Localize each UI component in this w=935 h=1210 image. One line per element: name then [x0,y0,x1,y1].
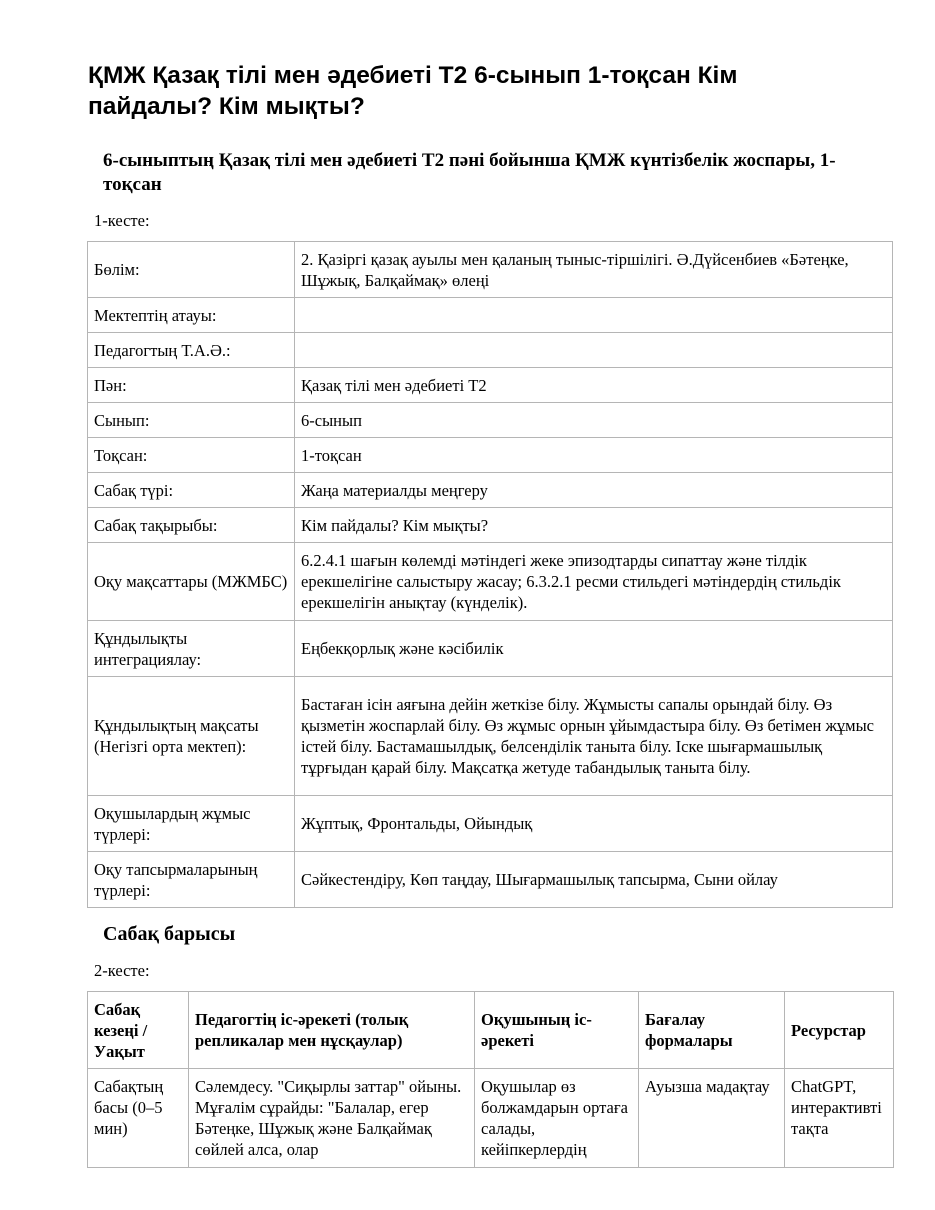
section-heading: Сабақ барысы [103,923,236,945]
stage-cell [88,1069,189,1168]
info-value: Еңбекқорлық және кәсібилік [295,621,893,677]
assessment-text: Ауызша мадақтау [645,1077,770,1096]
info-value [295,333,893,368]
document-subtitle: 6-сыныптың Қазақ тілі мен әдебиеті Т2 пәні бойынша ҚМЖ күнтізбелік жоспары, 1-тоқсан [103,150,836,195]
info-key: Мектептің атауы: [88,298,295,333]
info-value: Бастаған ісін аяғына дейін жеткізе білу. Жұмысты сапалы орындай білу. Өз қызметін жоспарлай білу. Өз жұмыс орнын ұйымдастыра білу. Өз бетімен жұмыс істей білу. Бастамашылдық, белсенділік таныта білу. Іске шығармашылық тұрғыдан қарай білу. Мақсатқа жетуде табандылық таныта білу. [295,677,893,796]
table-row [88,333,893,368]
table-row [88,621,893,677]
info-value: 2. Қазіргі қазақ ауылы мен қаланың тыныс-тіршілігі. Ә.Дүйсенбиев «Бәтеңке, Шұжық, Балқаймақ» өлеңі [295,242,893,298]
table-row [88,543,893,621]
info-key: Сынып: [88,403,295,438]
lesson-info-table [87,241,893,908]
info-value: Жаңа материалды меңгеру [295,473,893,508]
column-header-assessment: Бағалау формалары [639,992,785,1069]
resources-text: ChatGPT, интерактивті тақта [791,1077,882,1138]
table-row [88,508,893,543]
resources-cell [785,1069,894,1168]
info-value: Қазақ тілі мен әдебиеті Т2 [295,368,893,403]
table-row [88,677,893,796]
table-row [88,473,893,508]
info-key: Педагогтың Т.А.Ә.: [88,333,295,368]
table-row [88,298,893,333]
info-key: Оқу мақсаттары (МЖМБС) [88,543,295,621]
column-header-student-activity: Оқушының іс-әрекеті [475,992,639,1069]
table-row [88,1069,894,1168]
info-key: Сабақ түрі: [88,473,295,508]
column-header-stage: Сабақ кезеңі / Уақыт [88,992,189,1069]
info-value: Кім пайдалы? Кім мықты? [295,508,893,543]
info-key: Тоқсан: [88,438,295,473]
assessment-cell [639,1069,785,1168]
lesson-flow-table [87,991,894,1168]
info-key: Пән: [88,368,295,403]
table-row [88,242,893,298]
info-value [295,298,893,333]
info-key: Сабақ тақырыбы: [88,508,295,543]
info-value: Сәйкестендіру, Көп таңдау, Шығармашылық тапсырма, Сыни ойлау [295,852,893,908]
info-key: Құндылықты интеграциялау: [88,621,295,677]
info-key: Оқу тапсырмаларының түрлері: [88,852,295,908]
info-value: Жұптық, Фронтальды, Ойындық [295,796,893,852]
column-header-teacher-activity: Педагогтің іс-әрекеті (толық репликалар мен нұсқаулар) [189,992,475,1069]
info-value: 6.2.4.1 шағын көлемді мәтіндегі жеке эпизодтарды сипаттау және тілдік ерекшелігіне салыстыру жасау; 6.3.2.1 ресми стильдегі мәтіндердің стильдік ерекшелігін анықтау (күнделік). [295,543,893,621]
student-activity-cell [475,1069,639,1168]
table1-caption: 1-кесте: [94,211,150,230]
teacher-activity-cell [189,1069,475,1168]
info-key: Құндылықтың мақсаты (Негізгі орта мектеп): [88,677,295,796]
info-value: 1-тоқсан [295,438,893,473]
table-row [88,852,893,908]
info-value: 6-сынып [295,403,893,438]
info-key: Бөлім: [88,242,295,298]
table-row [88,403,893,438]
table-row [88,368,893,403]
table-header-row [88,992,894,1069]
table-row [88,438,893,473]
student-activity-text: Оқушылар өз болжамдарын ортаға салады, кейіпкерлердің [481,1077,628,1159]
page-title: ҚМЖ Қазақ тілі мен әдебиеті Т2 6-сынып 1-тоқсан Кім пайдалы? Кім мықты? [88,62,738,120]
teacher-activity-text: Сәлемдесу. "Сиқырлы заттар" ойыны. Мұғалім сұрайды: "Балалар, егер Бәтеңке, Шұжық және Балқаймақ сөйлей алса, олар [195,1077,462,1159]
table-row [88,796,893,852]
table2-caption: 2-кесте: [94,961,150,980]
info-key: Оқушылардың жұмыс түрлері: [88,796,295,852]
stage-text: Сабақтың басы (0–5 мин) [94,1077,164,1138]
column-header-resources: Ресурстар [785,992,894,1069]
